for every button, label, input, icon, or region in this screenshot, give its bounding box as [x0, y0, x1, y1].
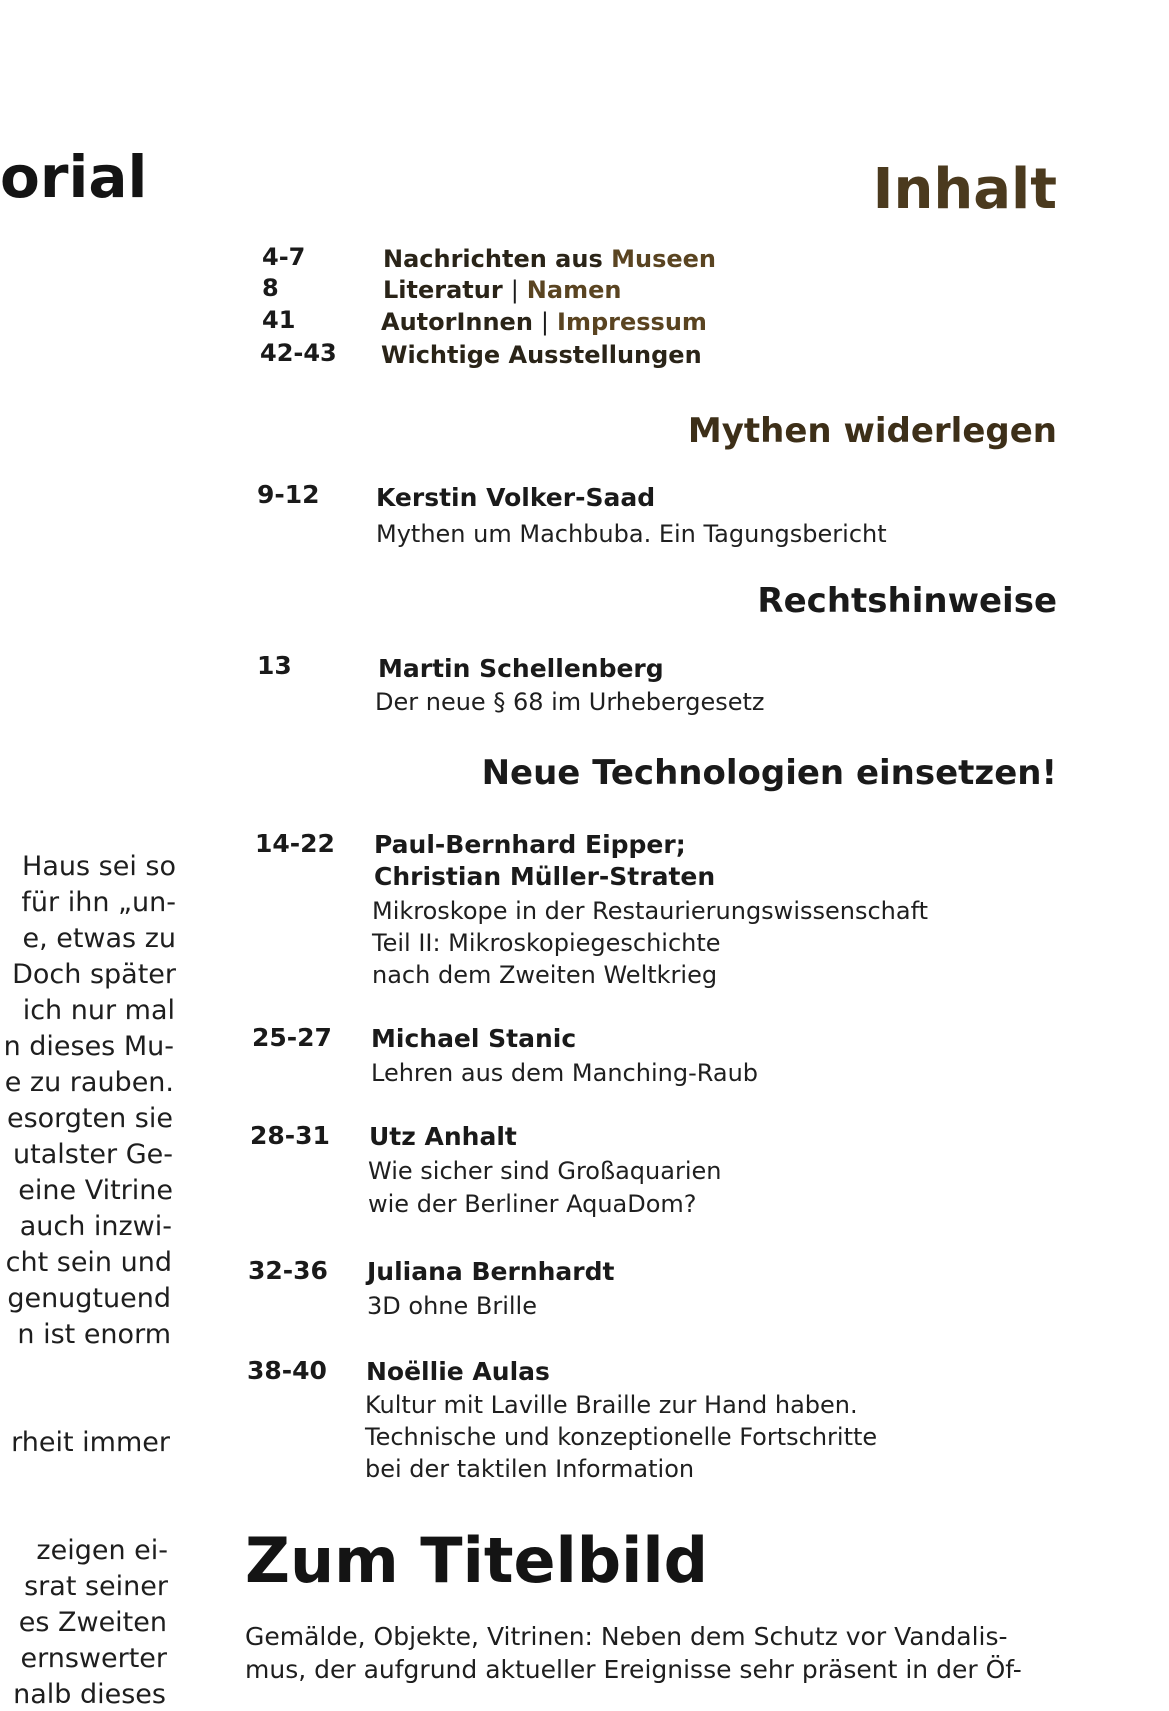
left-line: ernswerter — [20, 1643, 167, 1674]
toc-title-text: Literatur — [383, 276, 503, 304]
left-line: für ihn „un- — [21, 887, 176, 918]
entry-author: Juliana Bernhardt — [367, 1257, 615, 1286]
toc-title-text: Museen — [611, 245, 716, 273]
entry-description: Kultur mit Laville Braille zur Hand haben. — [365, 1391, 858, 1419]
entry-pages: 25-27 — [252, 1023, 332, 1052]
left-line: auch inzwi- — [19, 1211, 172, 1242]
titelbild-heading: Zum Titelbild — [245, 1524, 709, 1597]
left-line: cht sein und — [5, 1247, 172, 1278]
entry-author: Martin Schellenberg — [378, 654, 664, 683]
toc-pages: 42-43 — [260, 339, 337, 367]
left-line: e zu rauben. — [4, 1067, 174, 1098]
entry-description: 3D ohne Brille — [367, 1292, 537, 1320]
page-title: Inhalt — [872, 157, 1057, 222]
toc-title — [381, 341, 702, 369]
toc-pages: 4-7 — [262, 243, 306, 271]
left-line: nalb dieses — [13, 1679, 166, 1710]
toc-title-text: Impressum — [557, 308, 707, 336]
toc-title — [383, 245, 716, 273]
toc-title-text: AutorInnen — [381, 308, 533, 336]
left-line: Haus sei so — [22, 851, 176, 882]
entry-author: Utz Anhalt — [369, 1122, 517, 1151]
entry-author: Noëllie Aulas — [366, 1357, 550, 1386]
entry-description: Mikroskope in der Restaurierungswissenschaft — [372, 897, 929, 925]
toc-title-text: Wichtige Ausstellungen — [381, 341, 702, 369]
section-heading: Mythen widerlegen — [687, 411, 1057, 451]
entry-pages: 32-36 — [248, 1256, 328, 1285]
left-line: zeigen ei- — [36, 1535, 168, 1566]
body-text-line: Gemälde, Objekte, Vitrinen: Neben dem Schutz vor Vandalis- — [245, 1622, 1008, 1651]
toc-pages: 41 — [262, 306, 296, 334]
entry-description: Lehren aus dem Manching-Raub — [371, 1059, 759, 1087]
section-heading: Neue Technologien einsetzen! — [481, 753, 1057, 793]
entry-description: Wie sicher sind Großaquarien — [368, 1157, 722, 1185]
entry-description: Der neue § 68 im Urhebergesetz — [375, 688, 765, 716]
body-text-line: mus, der aufgrund aktueller Ereignisse sehr präsent in der Öf- — [245, 1655, 1022, 1684]
entry-author: Christian Müller-Straten — [374, 862, 716, 891]
entry-author: Paul-Bernhard Eipper; — [374, 830, 686, 859]
left-line: srat seiner — [24, 1571, 168, 1602]
toc-separator: | — [540, 308, 550, 336]
entry-description: Teil II: Mikroskopiegeschichte — [372, 929, 721, 957]
left-line: genugtuend — [7, 1283, 171, 1314]
entry-pages: 9-12 — [257, 480, 320, 509]
entry-description: wie der Berliner AquaDom? — [368, 1190, 697, 1218]
left-line: e, etwas zu — [22, 923, 176, 954]
toc-title — [381, 308, 707, 336]
toc-title — [383, 276, 621, 304]
left-line: esorgten sie — [6, 1103, 173, 1134]
section-heading: Rechtshinweise — [757, 581, 1057, 621]
left-line: rheit immer — [11, 1427, 170, 1458]
entry-pages: 38-40 — [247, 1356, 327, 1385]
entry-description: bei der taktilen Information — [365, 1455, 695, 1483]
entry-author: Michael Stanic — [371, 1024, 577, 1053]
left-line: n dieses Mu- — [3, 1031, 174, 1062]
entry-description: Technische und konzeptionelle Fortschritte — [365, 1423, 878, 1451]
toc-pages: 8 — [262, 274, 279, 302]
toc-title-text: Nachrichten aus — [383, 245, 603, 273]
left-line: es Zweiten — [18, 1607, 167, 1638]
entry-description: nach dem Zweiten Weltkrieg — [372, 961, 718, 989]
left-column-heading: orial — [0, 143, 148, 211]
entry-author: Kerstin Volker-Saad — [376, 483, 656, 512]
left-line: Doch später — [12, 959, 176, 990]
toc-separator: | — [510, 276, 519, 304]
toc-title-text: Namen — [526, 276, 622, 304]
left-line: n ist enorm — [17, 1319, 171, 1350]
left-line: utalster Ge- — [13, 1139, 173, 1170]
left-line: ich nur mal — [22, 995, 175, 1026]
entry-pages: 13 — [257, 651, 292, 680]
left-line: eine Vitrine — [18, 1175, 173, 1206]
entry-description: Mythen um Machbuba. Ein Tagungsbericht — [376, 520, 887, 548]
entry-pages: 14-22 — [255, 829, 335, 858]
entry-pages: 28-31 — [250, 1121, 330, 1150]
